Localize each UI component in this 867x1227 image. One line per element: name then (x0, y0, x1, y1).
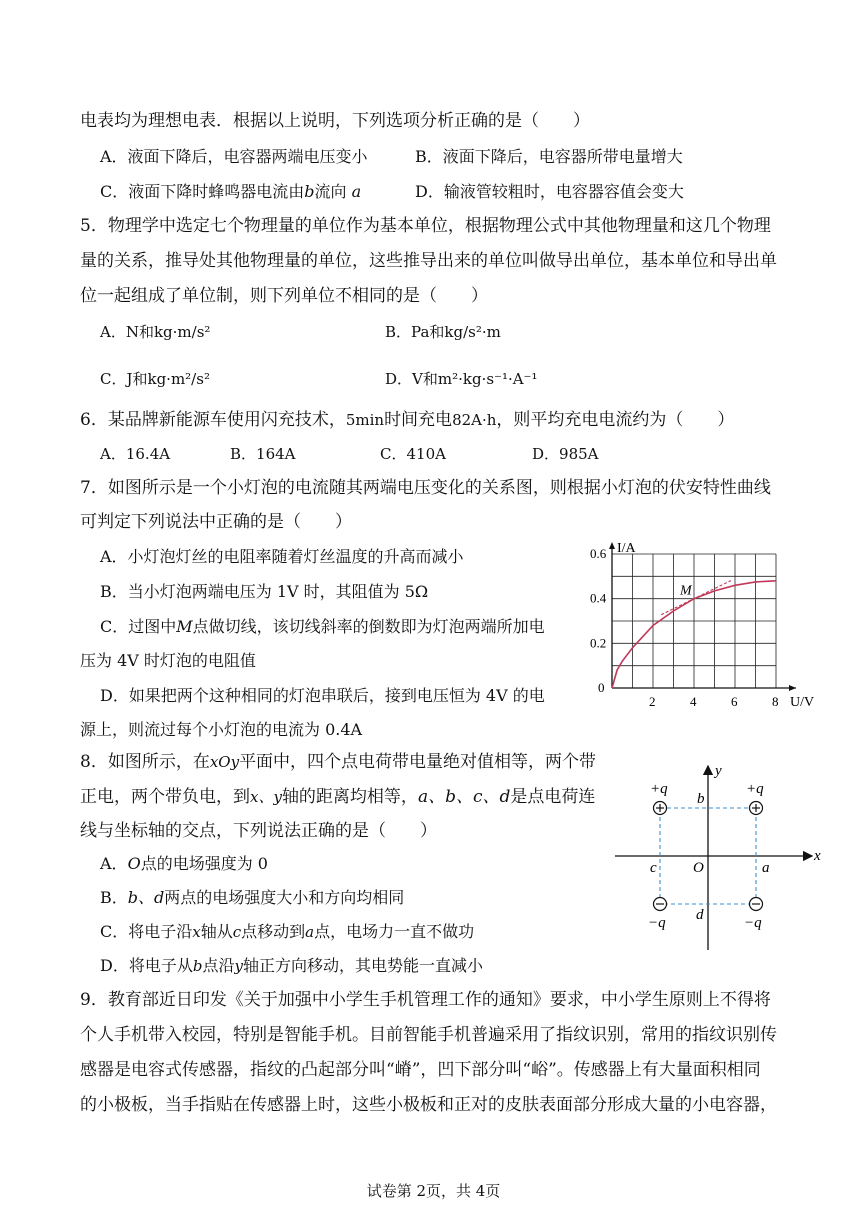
x-axis-letter: x (814, 848, 821, 864)
point-d-label: d (696, 907, 704, 923)
q8-xy: x、y (250, 788, 282, 806)
y-tick-label: 0.4 (590, 590, 607, 606)
negative-charge-bottom-right (750, 898, 763, 911)
q6-option-a: A．16.4A (100, 445, 171, 463)
q8-line-1 (80, 751, 596, 773)
q8-text-1: 8．如图所示，在 (80, 752, 210, 772)
negative-charge-label-left: −q (648, 915, 666, 931)
x-tick-label: 6 (731, 694, 738, 709)
point-m-label: M (680, 583, 692, 599)
q8-text-2: 平面中，四个点电荷带电量绝对值相等，两个带 (239, 752, 597, 772)
q9-line-4: 的小极板，当手指贴在传感器上时，这些小极板和正对的皮肤表面部分形成大量的小电容器， (80, 1095, 777, 1115)
q6-option-c: C．410A (380, 445, 446, 463)
iv-characteristic-chart (590, 538, 830, 716)
y-axis-label: I/A (617, 541, 636, 556)
q4-option-d: D．输液管较粗时，电容器容值会变大 (415, 182, 684, 201)
y-tick-label: 0.2 (590, 635, 607, 651)
positive-charge-label-left: +q (650, 781, 668, 797)
q9-line-1: 9．教育部近日印发《关于加强中小学生手机管理工作的通知》要求，中小学生原则上不得将 (80, 990, 771, 1010)
q7-option-b: B．当小灯泡两端电压为 1V 时，其阻值为 5Ω (100, 582, 429, 601)
point-a-label: a (762, 860, 770, 876)
q8-xoy: xOy (209, 753, 240, 771)
point-c-label: c (650, 860, 657, 876)
q8-option-b-text: 两点的电场强度大小和方向均相同 (164, 888, 405, 907)
x-tick-label: 8 (772, 694, 779, 709)
q6-charge: 82A·h (452, 411, 497, 429)
q4-option-a: A．液面下降后，电容器两端电压变小 (100, 147, 368, 166)
q5-line-3: 位一起组成了单位制，则下列单位不相同的是（ ） (80, 286, 488, 306)
x-axis-label: U/V (790, 695, 815, 710)
q9-line-3: 感器是电容式传感器，指纹的凸起部分叫“嵴”，凹下部分叫“峪”。传感器上有大量面积相同 (80, 1060, 761, 1080)
q4-stem-end: 电表均为理想电表．根据以上说明，下列选项分析正确的是（ ） (80, 111, 590, 131)
q8-line-3: 线与坐标轴的交点，下列说法正确的是（ ） (80, 821, 437, 841)
q8-option-c-a: a (305, 923, 315, 941)
q4-option-b: B．液面下降后，电容器所带电量增大 (415, 147, 683, 166)
x-tick-label: 2 (649, 694, 656, 709)
q6-option-b: B．164A (230, 445, 296, 463)
q4-option-c-b: b (304, 182, 315, 201)
negative-charge-label-right: −q (744, 915, 762, 931)
x-tick-label: 4 (690, 694, 697, 709)
q8-option-d-y: y (234, 957, 243, 975)
q4-option-c-text-1: C．液面下降时蜂鸣器电流由 (100, 182, 305, 201)
q4-option-c (100, 181, 361, 203)
q7-option-c-m: M (176, 617, 193, 636)
q7-option-a: A．小灯泡灯丝的电阻率随着灯丝温度的升高而减小 (100, 547, 464, 566)
positive-charge-label-right: +q (746, 781, 764, 797)
x-axis-arrow (789, 685, 796, 691)
origin-label: 0 (598, 680, 605, 695)
q8-text-5: 是点电荷连 (510, 787, 596, 807)
q7-option-c-text-2: 点做切线，该切线斜率的倒数即为灯泡两端所加电 (192, 617, 545, 636)
q8-option-b-label: B． (100, 888, 128, 907)
point-b-label: b (697, 791, 705, 807)
positive-charge-top-right (750, 802, 763, 815)
q6-stem-text-3: ，则平均充电电流约为（ ） (496, 410, 735, 430)
q7-line-2: 可判定下列说法中正确的是（ ） (80, 512, 352, 532)
q6-option-d: D．985A (532, 445, 599, 463)
q8-option-d-text-1: D．将电子从 (100, 956, 193, 975)
q5-option-c: C．J和kg·m²/s² (100, 370, 210, 388)
positive-charge-top-left (654, 802, 667, 815)
q7-option-d-line-1: D．如果把两个这种相同的灯泡串联后，接到电压恒为 4V 的电 (100, 686, 545, 705)
q7-option-d-line-2: 源上，则流过每个小灯泡的电流为 0.4A (80, 720, 363, 739)
y-axis-letter: y (715, 763, 722, 779)
q6-time: 5min (345, 411, 385, 429)
q8-option-c (100, 921, 474, 943)
q8-option-d-text-2: 点沿 (202, 956, 235, 975)
origin-o-label: O (693, 860, 704, 876)
q6-stem-text-1: 6．某品牌新能源车使用闪充技术， (80, 410, 346, 430)
y-axis-arrow (609, 542, 615, 549)
q8-option-d-text-3: 轴正方向移动，其电势能一直减小 (242, 956, 483, 975)
q8-abcd: a、b、c、d (417, 787, 511, 807)
q7-line-1: 7．如图所示是一个小灯泡的电流随其两端电压变化的关系图，则根据小灯泡的伏安特性曲线 (80, 478, 771, 498)
q8-text-3: 正电，两个带负电，到 (80, 787, 250, 807)
q5-line-1: 5．物理学中选定七个物理量的单位作为基本单位，根据物理公式中其他物理量和这几个物理 (80, 216, 771, 236)
q5-option-d: D．V和m²·kg·s⁻¹·A⁻¹ (385, 370, 538, 388)
q8-option-a-text: 点的电场强度为 0 (140, 854, 268, 873)
q8-option-a (100, 853, 268, 875)
q5-option-b: B．Pa和kg/s²·m (385, 323, 501, 341)
q7-option-c-text-1: C．过图中 (100, 617, 177, 636)
q8-option-c-text-4: 点，电场力一直不做功 (314, 922, 475, 941)
point-charge-figure (610, 760, 830, 958)
y-tick-label: 0.6 (590, 546, 607, 561)
q8-line-2 (80, 786, 595, 808)
negative-charge-bottom-left (654, 898, 667, 911)
page-footer: 试卷第 2页，共 4页 (366, 1182, 501, 1200)
q9-line-2: 个人手机带入校园，特别是智能手机。目前智能手机普遍采用了指纹识别，常用的指纹识别传 (80, 1025, 777, 1045)
q7-option-c-line-2: 压为 4V 时灯泡的电阻值 (80, 651, 256, 670)
q5-line-2: 量的关系，推导处其他物理量的单位，这些推导出来的单位叫做导出单位，基本单位和导出单 (80, 251, 777, 271)
q8-option-c-c: c (232, 923, 242, 941)
q8-option-c-text-2: 轴从 (200, 922, 233, 941)
q8-option-a-o: O (127, 854, 141, 873)
q6-stem (80, 409, 734, 431)
q8-option-a-label: A． (100, 854, 128, 873)
q8-option-d-b: b (192, 957, 203, 975)
q6-stem-text-2: 时间充电 (384, 410, 453, 430)
q8-option-c-x: x (192, 923, 201, 941)
q8-option-b (100, 887, 404, 909)
q5-option-a: A．N和kg·m/s² (100, 323, 211, 341)
q8-option-c-text-1: C．将电子沿 (100, 922, 193, 941)
q8-text-4: 轴的距离均相等， (281, 787, 418, 807)
q8-option-c-text-3: 点移动到 (241, 922, 306, 941)
q8-option-d (100, 955, 483, 977)
q4-option-c-text-2: 流向 (314, 182, 347, 201)
q4-option-c-a: a (351, 182, 362, 201)
q7-option-c-line-1 (100, 616, 545, 638)
q8-option-b-bd: b、d (127, 888, 165, 907)
